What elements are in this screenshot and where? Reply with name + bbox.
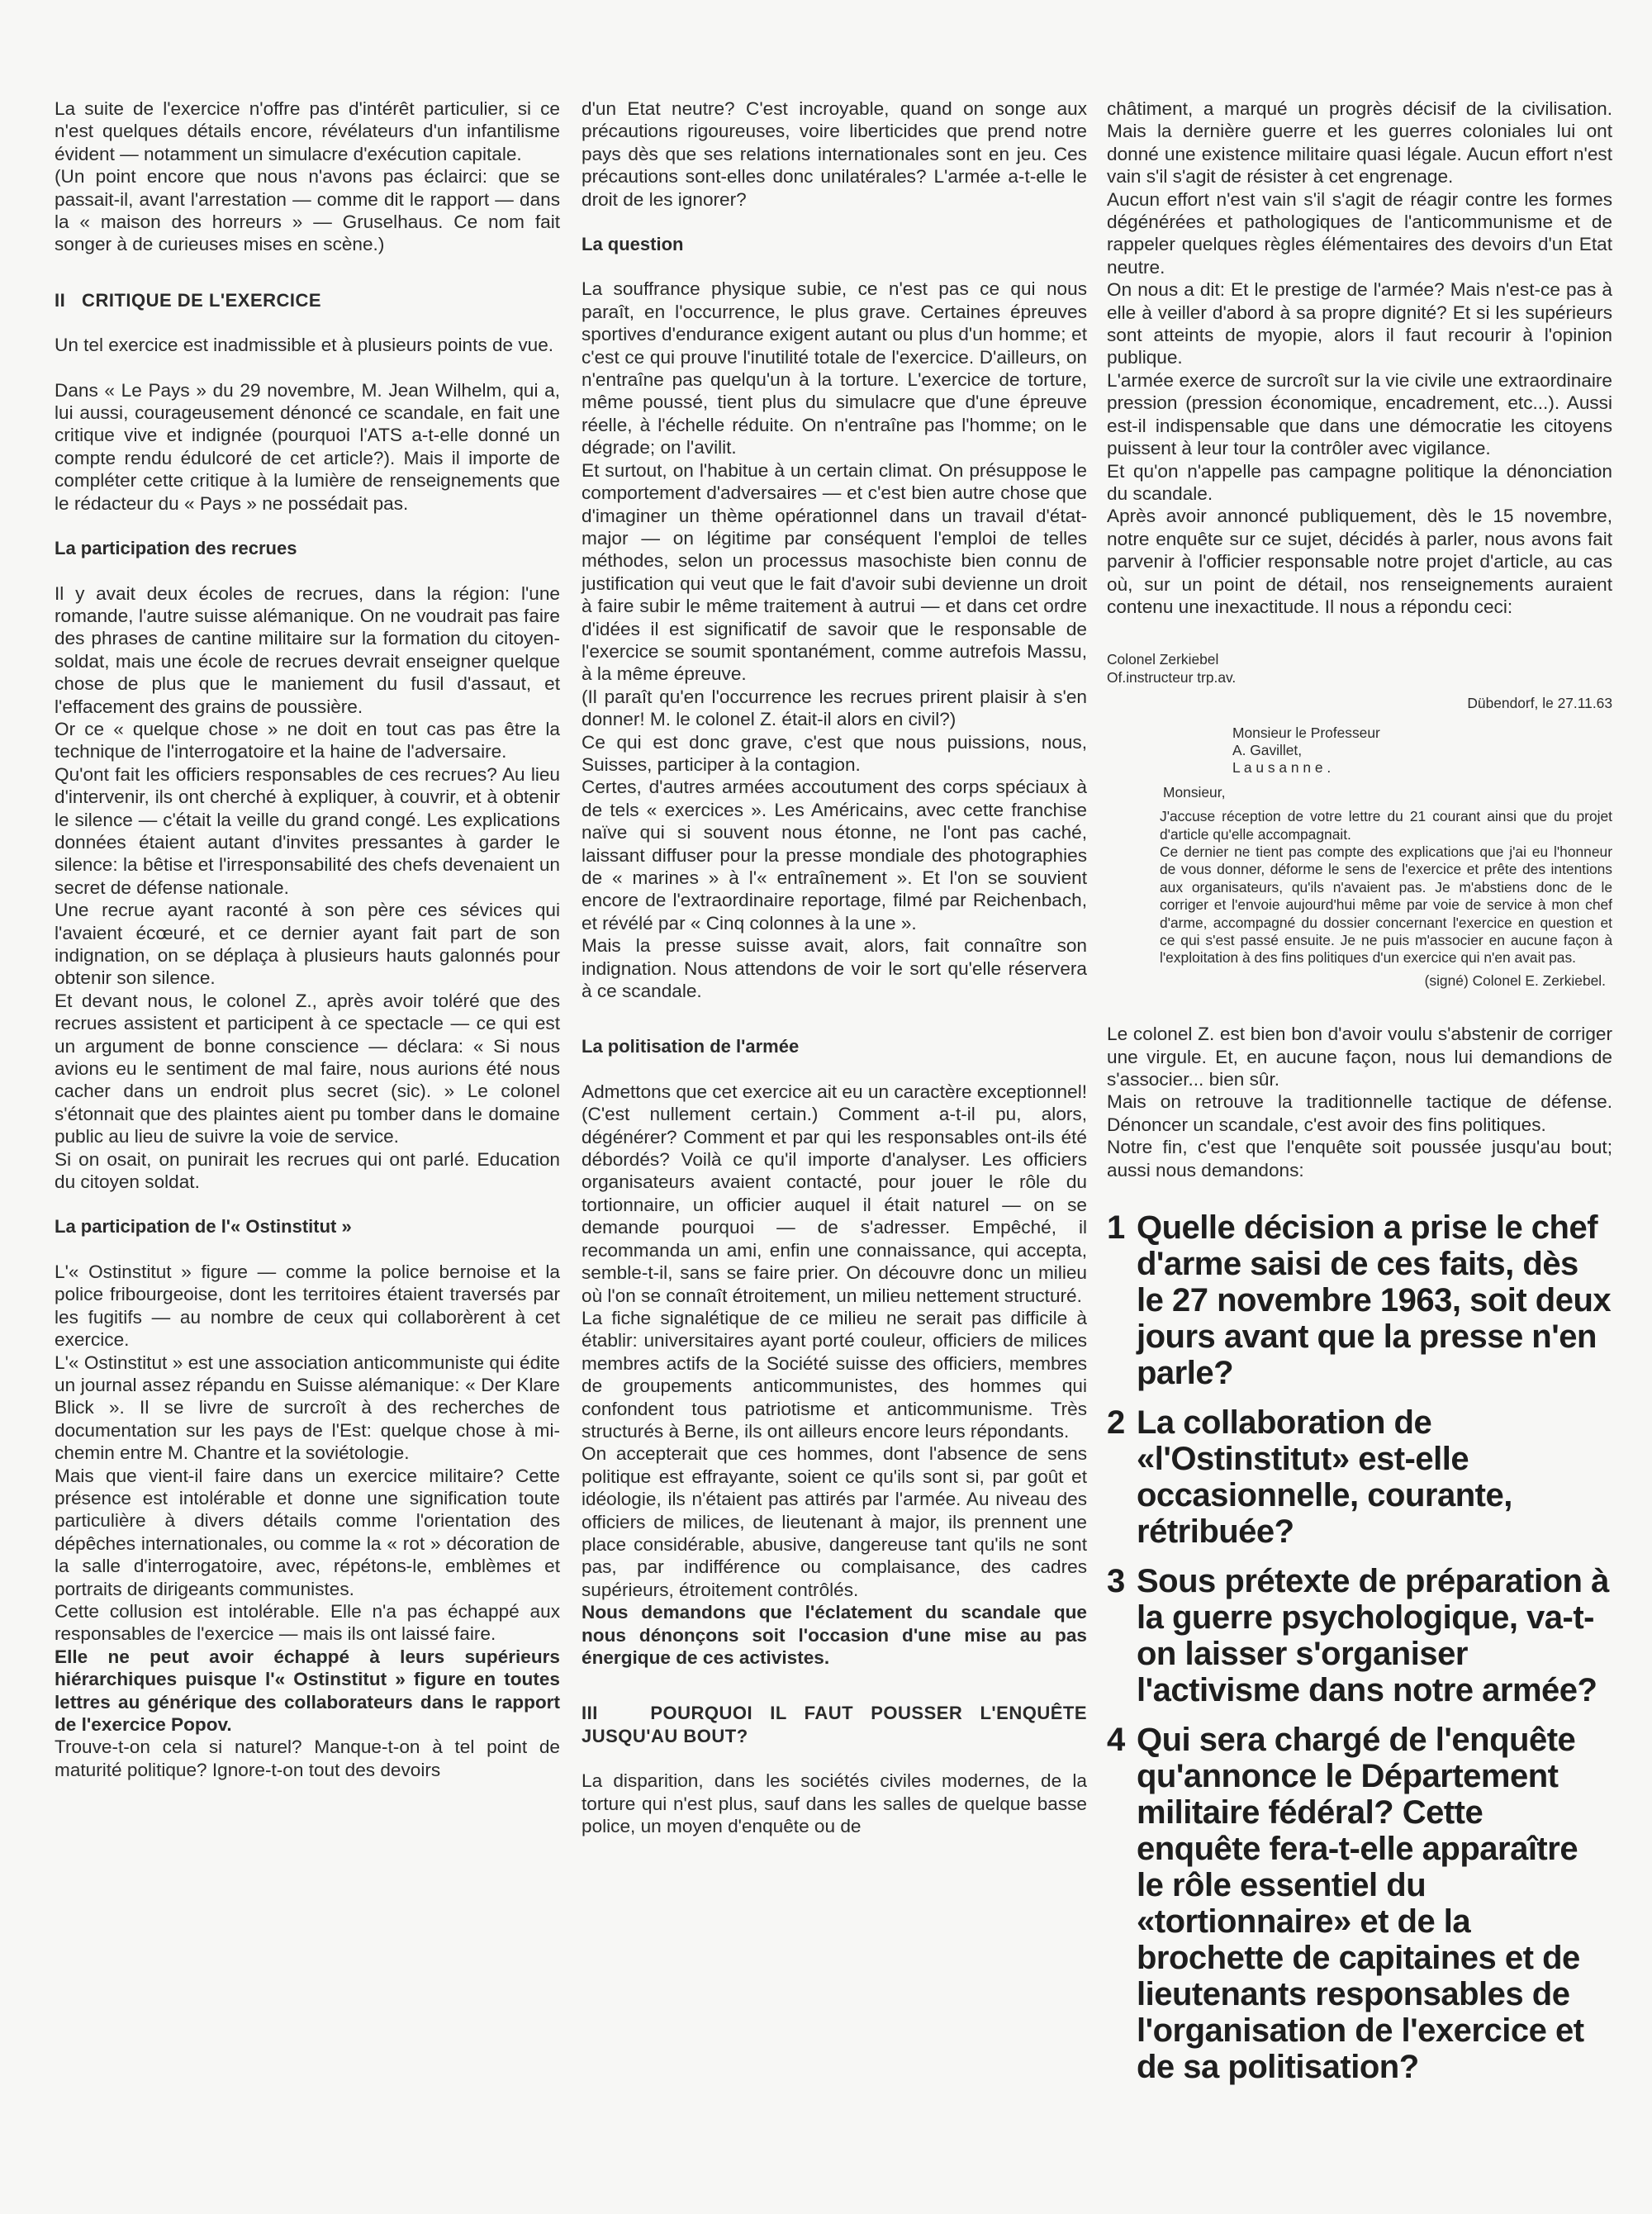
- question-2: [1107, 1404, 1612, 1550]
- paragraph: Trouve-t-on cela si naturel? Manque-t-on à tel point de maturité politique? Ignore-t-on tout des devoirs: [55, 1737, 560, 1780]
- question-number: 2: [1107, 1404, 1125, 1442]
- paragraph: La fiche signalétique de ce milieu ne serait pas difficile à établir: universitaires ayant porté couleur, officiers de milices membres actifs de la Société suisse des officiers, membres de groupements anticommunistes, des hommes qui confondent tous patriotisme et anticommunisme. Très structurés à Berne, ils ont ailleurs encore leurs répondants.: [582, 1307, 1087, 1442]
- question-number: 4: [1107, 1722, 1125, 1759]
- paragraph: châtiment, a marqué un progrès décisif de la civilisation. Mais la dernière guerre et les guerres coloniales lui ont donné une existence militaire quasi légale. Aucun effort n'est vain s'il s'agit de résister à cet engrenage.: [1107, 98, 1612, 188]
- letter-body: Ce dernier ne tient pas compte des explications que j'ai eu l'honneur de vous donner, déforme le sens de l'exercice et prête des intentions aux organisateurs, qu'ils n'avaient pas. Je m'abstiens donc de le corriger et l'envoie aujourd'hui même par voie de service à mon chef d'arme, accompagné du dossier concernant l'exercice en question et ce qui s'est passé ensuite. Je ne puis m'associer en aucune façon à l'exploitation à des fins politiques d'un exercice qui n'en avait pas.: [1160, 843, 1612, 967]
- paragraph: L'armée exerce de surcroît sur la vie civile une extraordinaire pression (pression économique, encadrement, etc...). Aussi est-il indispensable que dans une démocratie les citoyens puissent à leur tour la contrôler avec vigilance.: [1107, 369, 1612, 459]
- section-heading-3: III POURQUOI IL FAUT POUSSER L'ENQUÊTE JUSQU'AU BOUT?: [582, 1703, 1093, 1746]
- question-4: [1107, 1722, 1612, 2085]
- paragraph: Admettons que cet exercice ait eu un caractère exceptionnel! (C'est nullement certain.) Comment a-t-il pu, alors, dégénérer? Comment et par qui les responsables ont-ils été débordés? Voilà ce qu'il importe d'analyser. Les officiers organisateurs avaient contacté, pour jouer le rôle du tortionnaire, un officier auquel il était naturel — on se demande pourquoi — de s'adresser. Empêché, il recommanda un ami, enfin une connaissance, qui accepta, semble-t-il, sans se faire prier. On découvre donc un milieu où l'on se connaît étroitement, un milieu nettement structuré.: [582, 1081, 1087, 1306]
- letter-addressee: L a u s a n n e .: [1232, 759, 1332, 777]
- letter-place-date: Dübendorf, le 27.11.63: [1467, 695, 1612, 712]
- paragraph: (Il paraît qu'en l'occurrence les recrues prirent plaisir à s'en donner! M. le colonel Z. était-il alors en civil?): [582, 686, 1087, 730]
- quoted-letter: [1107, 651, 1612, 990]
- column-1: [55, 97, 560, 1781]
- subheading-politisation: La politisation de l'armée: [582, 1036, 800, 1057]
- section-heading-2: II CRITIQUE DE L'EXERCICE: [55, 289, 322, 311]
- paragraph: (Un point encore que nous n'avons pas éclairci: que se passait-il, avant l'arrestation — comme dit le rapport — dans la « maison des horreurs » — Gruselhaus. Ce nom fait songer à de curieuses mises en scène.): [55, 166, 560, 255]
- paragraph-bold: Elle ne peut avoir échappé à leurs supérieurs hiérarchiques puisque l'« Ostinstitut » figure en toutes lettres au générique des collaborateurs dans le rapport de l'exercice Popov.: [55, 1646, 560, 1735]
- letter-addressee: A. Gavillet,: [1232, 741, 1303, 758]
- paragraph: Qu'ont fait les officiers responsables de ces recrues? Au lieu d'intervenir, ils ont cherché à expliquer, à couvrir, et à obtenir le silence — c'était la veille du grand congé. Les explications données étaient autant d'invites pressantes à garder le silence: la bêtise et l'irresponsabilité des chefs devenaient un secret de défense nationale.: [55, 763, 560, 898]
- paragraph: On accepterait que ces hommes, dont l'absence de sens politique est effrayante, soient ce qu'ils sont si, par goût et idéologie, ils n'étaient pas attirés par l'armée. Au niveau des officiers de milices, de lieutenant à major, ils prennent une place considérable, abusive, dangereuse tant qu'ils ne sont pas, par indifférence ou complaisance, des cadres supérieurs, étroitement contrôlés.: [582, 1443, 1087, 1600]
- subheading-ostinstitut: La participation de l'« Ostinstitut »: [55, 1216, 352, 1238]
- letter-salutation: Monsieur,: [1163, 783, 1226, 801]
- question-1: [1107, 1209, 1612, 1391]
- paragraph: La disparition, dans les sociétés civiles modernes, de la torture qui n'est plus, sauf dans les salles de quelque basse police, un moyen d'enquête ou de: [582, 1770, 1087, 1837]
- question-3: [1107, 1563, 1612, 1708]
- paragraph: Il y avait deux écoles de recrues, dans la région: l'une romande, l'autre suisse alémanique. On ne voudrait pas faire des phrases de cantine militaire sur la formation du citoyen-soldat, mais une école de recrues devrait enseigner quelque chose de plus que le maniement du fusil d'assaut, et l'effacement des grains de poussière.: [55, 582, 560, 717]
- paragraph: Un tel exercice est inadmissible et à plusieurs points de vue.: [55, 335, 554, 356]
- paragraph: Et surtout, on l'habitue à un certain climat. On présuppose le comportement d'adversaires — et c'est bien autre chose que d'imaginer un thème opérationnel dans un travail d'état-major — on légitime par conséquent l'emploi de telles méthodes, selon un processus masochiste bien connu de justification qui veut que le fait d'avoir subi devienne un droit à faire subir le même traitement à autrui — et dans cet ordre d'idées il est significatif de savoir que le responsable de l'exercice se soumit spontanément, comme autrefois Massu, à la même épreuve.: [582, 459, 1087, 685]
- paragraph: Mais que vient-il faire dans un exercice militaire? Cette présence est intolérable et donne une signification toute particulière à divers détails comme l'orientation des dépêches internationales, ou comme la « rot » décoration de la salle d'interrogatoire, avec, répétons-le, emblèmes et portraits de dirigeants communistes.: [55, 1465, 560, 1599]
- paragraph: d'un Etat neutre? C'est incroyable, quand on songe aux précautions rigoureuses, voire liberticides que prend notre pays dès que ses relations internationales sont en jeu. Ces précautions sont-elles donc unilatérales? L'armée a-t-elle le droit de les ignorer?: [582, 98, 1087, 210]
- paragraph: Certes, d'autres armées accoutument des corps spéciaux à de tels « exercices ». Les Américains, avec cette franchise naïve qui si souvent nous étonne, ne l'ont pas caché, laissant diffuser pour la presse mondiale des photographies de « marines » à l'« entraînement ». Et l'on se souvient encore de l'extraordinaire reportage, filmé par Reichenbach, et révélé par « Cinq colonnes à la une ».: [582, 777, 1087, 934]
- paragraph-bold: Nous demandons que l'éclatement du scandale que nous dénonçons soit l'occasion d'une mise au pas énergique de ces activistes.: [582, 1602, 1087, 1668]
- question-text: Qui sera chargé de l'enquête qu'annonce le Département militaire fédéral? Cette enquête fera-t-elle apparaître le rôle essentiel du «tortionnaire» et de la brochette de capitaines et de lieutenants responsables de l'organisation de l'exercice et de sa politisation?: [1137, 1722, 1584, 2086]
- paragraph: Et qu'on n'appelle pas campagne politique la dénonciation du scandale.: [1107, 460, 1612, 504]
- paragraph: L'« Ostinstitut » figure — comme la police bernoise et la police fribourgeoise, dont les territoires étaient traversés par les fugitifs — au nombre de ceux qui collaborèrent à cet exercice.: [55, 1261, 560, 1351]
- paragraph: Cette collusion est intolérable. Elle n'a pas échappé aux responsables de l'exercice — mais ils ont laissé faire.: [55, 1600, 560, 1645]
- paragraph: Aucun effort n'est vain s'il s'agit de réagir contre les formes dégénérées et pathologiques de l'anticommunisme et de rappeler quelques règles élémentaires des devoirs d'un Etat neutre.: [1107, 188, 1612, 278]
- paragraph: Le colonel Z. est bien bon d'avoir voulu s'abstenir de corriger une virgule. Et, en aucune façon, nous lui demandions de s'associer... bien sûr.: [1107, 1024, 1612, 1090]
- paragraph: Mais on retrouve la traditionnelle tactique de défense. Dénoncer un scandale, c'est avoir des fins politiques.: [1107, 1091, 1612, 1135]
- letter-addressee: Monsieur le Professeur: [1232, 724, 1380, 741]
- column-3: [1107, 97, 1612, 2085]
- question-text: La collaboration de «l'Ostinstitut» est-elle occasionnelle, courante, rétribuée?: [1137, 1404, 1512, 1551]
- question-text: Sous prétexte de préparation à la guerre psychologique, va-t-on laisser s'organiser l'activisme dans notre armée?: [1137, 1563, 1609, 1709]
- paragraph: La souffrance physique subie, ce n'est pas ce qui nous paraît, en l'occurrence, le plus grave. Certaines épreuves sportives d'endurance exigent autant ou plus d'un homme; et c'est ce qui prouve l'inutilité totale de l'exercice. D'ailleurs, on n'entraîne pas quelqu'un à la torture. L'exercice de torture, même poussé, tient plus du simulacre que d'une épreuve réelle, à l'échelle réduite. On n'entraîne pas l'homme; on le dégrade; on l'avilit.: [582, 278, 1087, 458]
- subheading-question: La question: [582, 234, 684, 255]
- paragraph: Après avoir annoncé publiquement, dès le 15 novembre, notre enquête sur ce sujet, décidés à parler, nous avons fait parvenir à l'officier responsable notre projet d'article, au cas où, sur un point de détail, nos renseignements auraient contenu une inexactitude. Il nous a répondu ceci:: [1107, 506, 1612, 617]
- paragraph: Et devant nous, le colonel Z., après avoir toléré que des recrues assistent et participent à ce spectacle — ce qui est un argument de bonne conscience — déclara: « Si nous avions eu le sentiment de mal faire, nous aurions été nous cacher dans un endroit plus secret (sic). » Le colonel s'étonnait que des plaintes aient pu tomber dans le domaine public au lieu de suivre la voie de service.: [55, 990, 560, 1147]
- paragraph: Or ce « quelque chose » ne doit en tout cas pas être la technique de l'interrogatoire et la haine de l'adversaire.: [55, 718, 560, 763]
- question-number: 3: [1107, 1563, 1125, 1600]
- paragraph: Notre fin, c'est que l'enquête soit poussée jusqu'au bout; aussi nous demandons:: [1107, 1137, 1612, 1181]
- subheading-recrues: La participation des recrues: [55, 538, 297, 559]
- column-2: [582, 97, 1093, 1837]
- letter-sender: Colonel Zerkiebel: [1107, 651, 1219, 668]
- paragraph: La suite de l'exercice n'offre pas d'intérêt particulier, si ce n'est quelques détails encore, révélateurs d'un infantilisme évident — notamment un simulacre d'exécution capitale.: [55, 98, 560, 164]
- paragraph: Si on osait, on punirait les recrues qui ont parlé. Education du citoyen soldat.: [55, 1148, 560, 1193]
- question-text: Quelle décision a prise le chef d'arme saisi de ces faits, dès le 27 novembre 1963, soit deux jours avant que la presse n'en parle?: [1137, 1209, 1612, 1392]
- paragraph: On nous a dit: Et le prestige de l'armée? Mais n'est-ce pas à elle à veiller d'abord à sa propre dignité? Et si les supérieurs sont atteints de myopie, alors il faut recourir à l'opinion publique.: [1107, 279, 1612, 368]
- paragraph: Une recrue ayant raconté à son père ces sévices qui l'avaient écœuré, et ce dernier ayant fait part de son indignation, on se déplaça à plusieurs hauts galonnés pour obtenir son silence.: [55, 900, 560, 989]
- paragraph: Mais la presse suisse avait, alors, fait connaître son indignation. Nous attendons de voir le sort qu'elle réservera à ce scandale.: [582, 935, 1087, 1002]
- paragraph: L'« Ostinstitut » est une association anticommuniste qui édite un journal assez répandu en Suisse alémanique: « Der Klare Blick ». Il se livre de surcroît à des recherches de documentation sur les pays de l'Est: quelque chose à mi-chemin entre M. Chantre et la soviétologie.: [55, 1352, 560, 1464]
- paragraph: Ce qui est donc grave, c'est que nous puissions, nous, Suisses, participer à la contagion.: [582, 731, 1087, 775]
- letter-body: J'accuse réception de votre lettre du 21 courant ainsi que du projet d'article qu'elle accompagnait.: [1160, 808, 1612, 843]
- letter-signature: (signé) Colonel E. Zerkiebel.: [1424, 972, 1606, 989]
- paragraph: Dans « Le Pays » du 29 novembre, M. Jean Wilhelm, qui a, lui aussi, courageusement dénoncé ce scandale, en fait une critique vive et indignée (pourquoi l'ATS a-t-elle donné un compte rendu édulcoré de cet article?). Mais il importe de compléter cette critique à la lumière de renseignements que le rédacteur du « Pays » ne possédait pas.: [55, 379, 560, 514]
- question-number: 1: [1107, 1209, 1125, 1247]
- letter-sender-title: Of.instructeur trp.av.: [1107, 668, 1237, 686]
